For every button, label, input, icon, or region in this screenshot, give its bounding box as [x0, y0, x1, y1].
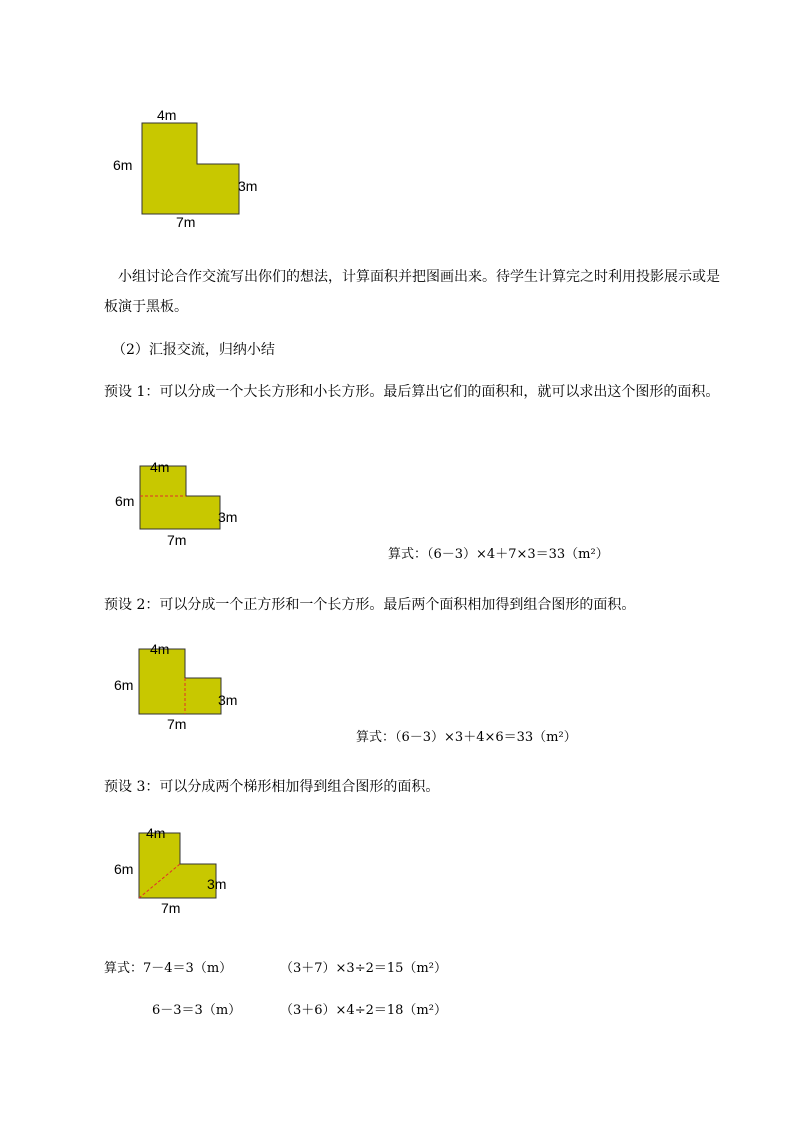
label-bottom: 7m	[176, 214, 196, 230]
l-shape-figure-1	[100, 100, 280, 235]
label-right: 3m	[207, 876, 227, 892]
label-top: 4m	[146, 825, 166, 841]
label-right: 3m	[218, 692, 238, 708]
l-shape-figure-3	[100, 636, 260, 736]
formula-3d: （3＋6）×4÷2＝18（m²）	[280, 1003, 447, 1018]
intro-paragraph: 小组讨论合作交流写出你们的想法，计算面积并把图画出来。待学生计算完之时利用投影展示或是板演于黑板。	[104, 269, 720, 315]
label-top: 4m	[150, 641, 170, 657]
formula-3c: 6－3＝3（m）	[152, 1003, 242, 1018]
preset-2-paragraph: 预设 2：可以分成一个正方形和一个长方形。最后两个面积相加得到组合图形的面积。	[104, 597, 636, 613]
label-left: 6m	[114, 677, 134, 693]
label-bottom: 7m	[161, 900, 181, 916]
l-shape	[140, 466, 220, 529]
label-left: 6m	[114, 861, 134, 877]
label-top: 4m	[150, 459, 170, 475]
preset-1-paragraph: 预设 1：可以分成一个大长方形和小长方形。最后算出它们的面积和，就可以求出这个图形的面积。	[104, 384, 720, 400]
step-2-heading: （2）汇报交流，归纳小结	[112, 342, 275, 358]
formula-3a: 算式：7－4＝3（m）	[104, 961, 233, 976]
label-left: 6m	[113, 157, 133, 173]
l-shape	[142, 123, 239, 214]
label-right: 3m	[218, 509, 238, 525]
formula-3b: （3＋7）×3÷2＝15（m²）	[280, 961, 447, 976]
label-top: 4m	[157, 107, 177, 123]
label-bottom: 7m	[167, 532, 187, 548]
l-shape	[139, 649, 221, 714]
l-shape-figure-2	[100, 452, 260, 552]
label-left: 6m	[115, 493, 135, 509]
formula-2: 算式：（6－3）×3＋4×6＝33（m²）	[356, 730, 577, 745]
preset-3-paragraph: 预设 3：可以分成两个梯形相加得到组合图形的面积。	[104, 779, 440, 795]
formula-1: 算式：（6－3）×4＋7×3＝33（m²）	[388, 547, 609, 562]
label-right: 3m	[238, 178, 258, 194]
label-bottom: 7m	[167, 716, 187, 732]
l-shape-figure-4	[100, 820, 260, 920]
